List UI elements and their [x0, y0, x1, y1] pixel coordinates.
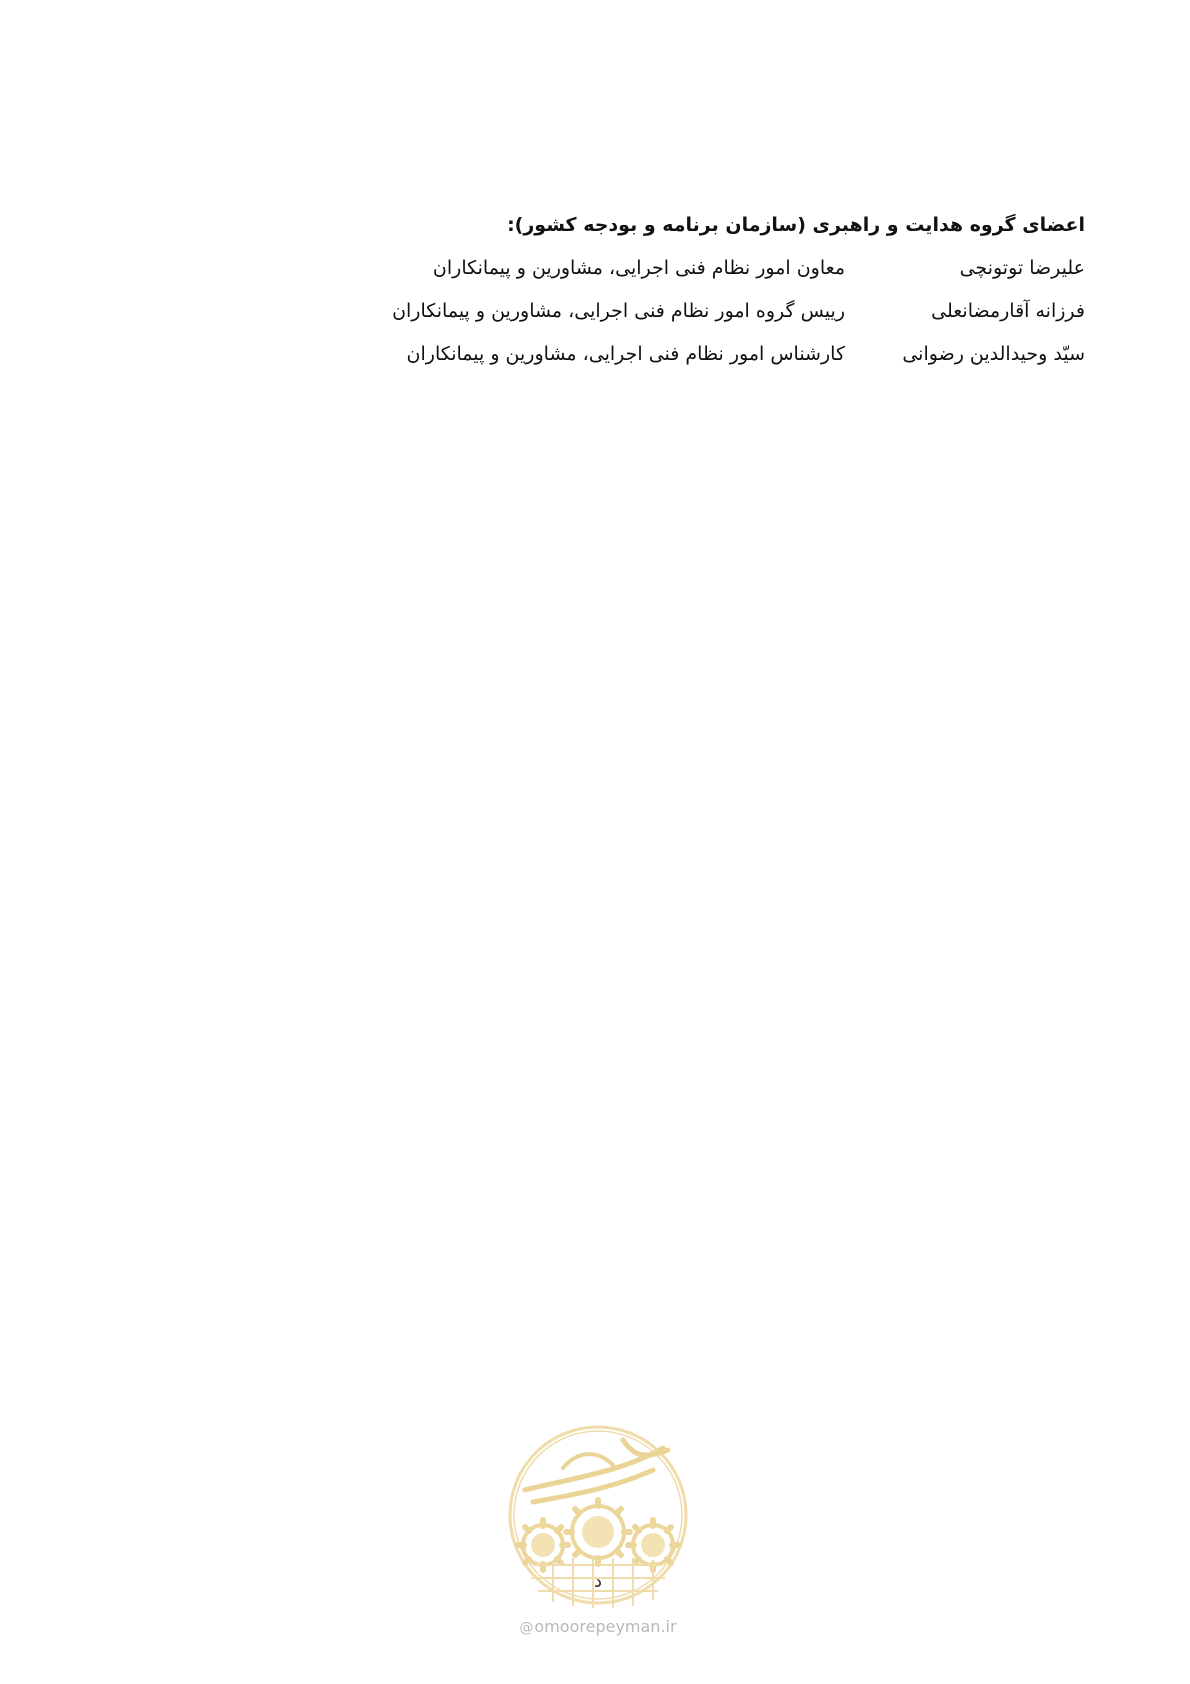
- member-role: رییس گروه امور نظام فنی اجرایی، مشاورین و پیمانکاران: [392, 300, 845, 322]
- member-row: [385, 343, 1085, 373]
- footer-website: [498, 1617, 698, 1636]
- member-role: کارشناس امور نظام فنی اجرایی، مشاورین و پیمانکاران: [406, 343, 845, 365]
- member-row: [385, 257, 1085, 287]
- footer-website-text: omoorepeyman.ir: [534, 1617, 677, 1636]
- section-heading: اعضای گروه هدایت و راهبری (سازمان برنامه و بودجه کشور):: [507, 214, 1085, 236]
- at-sign: @: [519, 1620, 534, 1636]
- page-number: د: [593, 1571, 602, 1592]
- member-name: سیّد وحیدالدین رضوانی: [902, 343, 1085, 365]
- member-role: معاون امور نظام فنی اجرایی، مشاورین و پیمانکاران: [432, 257, 845, 279]
- member-row: [385, 300, 1085, 330]
- member-name: علیرضا توتونچی: [959, 257, 1085, 279]
- member-name: فرزانه آقارمضانعلی: [931, 300, 1085, 322]
